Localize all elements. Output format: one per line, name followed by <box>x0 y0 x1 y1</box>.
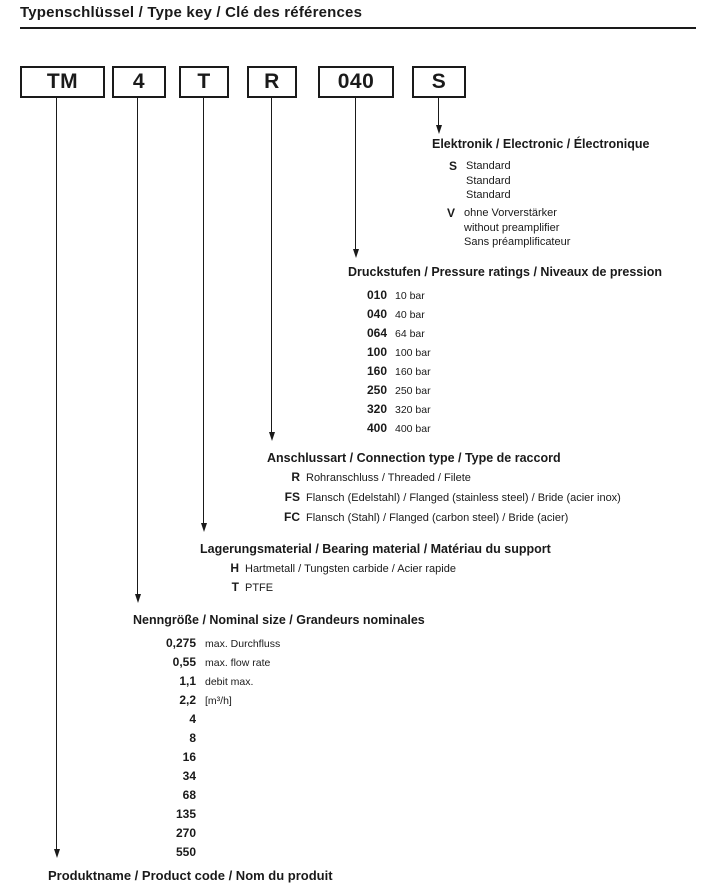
electronic-code: V <box>447 206 456 220</box>
pressure-row <box>360 326 431 345</box>
pressure-code: 100 <box>366 345 387 359</box>
nominal-size-row <box>158 655 280 674</box>
arrow-040-to-pressure-ratings-icon <box>355 98 356 249</box>
connection-desc: Flansch (Stahl) / Flanged (carbon steel) / Bride (acier) <box>306 512 569 524</box>
pressure-desc: 250 bar <box>395 385 431 397</box>
pressure-row <box>360 307 431 326</box>
product-name-heading: Produktname / Product code / Nom du produit <box>48 868 333 883</box>
electronic-option-v <box>447 206 570 250</box>
electronic-line: without preamplifier <box>464 221 560 234</box>
nominal-size-row <box>158 693 280 712</box>
pressure-code: 010 <box>366 288 387 302</box>
pressure-ratings-heading: Druckstufen / Pressure ratings / Niveaux de pression <box>348 265 663 279</box>
bearing-material-list <box>222 561 456 599</box>
nominal-size-row <box>158 769 280 788</box>
nominal-size-code: 0,55 <box>172 655 196 669</box>
bearing-material-heading: Lagerungsmaterial / Bearing material / Matériau du support <box>200 542 551 556</box>
connection-code: FC <box>284 510 300 524</box>
connection-code: FS <box>284 490 300 504</box>
nominal-size-row <box>158 788 280 807</box>
pressure-desc: 64 bar <box>395 328 425 340</box>
arrow-tm-to-product-name-icon <box>56 98 57 849</box>
connection-row <box>278 510 621 530</box>
code-box-s: S <box>412 66 466 98</box>
electronic-heading: Elektronik / Electronic / Électronique <box>432 137 650 151</box>
code-box-4: 4 <box>112 66 166 98</box>
bearing-row <box>222 561 456 580</box>
nominal-size-code: 16 <box>182 750 196 764</box>
arrow-s-to-electronic-icon <box>438 98 439 125</box>
pressure-ratings-list <box>360 288 431 440</box>
pressure-code: 250 <box>366 383 387 397</box>
code-box-040: 040 <box>318 66 394 98</box>
pressure-desc: 320 bar <box>395 404 431 416</box>
nominal-size-row <box>158 750 280 769</box>
pressure-desc: 40 bar <box>395 309 425 321</box>
nominal-size-row <box>158 636 280 655</box>
electronic-line: Standard <box>466 160 511 172</box>
connection-desc: Rohranschluss / Threaded / Filete <box>306 472 471 484</box>
arrow-4-to-nominal-size-icon <box>137 98 138 594</box>
connection-type-list <box>278 470 621 530</box>
nominal-size-row <box>158 845 280 864</box>
nominal-size-code: 68 <box>182 788 196 802</box>
nominal-size-code: 270 <box>175 826 196 840</box>
nominal-size-code: 2,2 <box>179 693 196 707</box>
nominal-size-list <box>158 636 280 864</box>
pressure-code: 400 <box>366 421 387 435</box>
electronic-line: Standard <box>466 174 511 187</box>
code-box-tm: TM <box>20 66 105 98</box>
nominal-size-heading: Nenngröße / Nominal size / Grandeurs nominales <box>133 613 425 627</box>
nominal-size-desc: max. flow rate <box>205 657 271 669</box>
nominal-size-code: 4 <box>189 712 196 726</box>
pressure-code: 160 <box>366 364 387 378</box>
nominal-size-code: 8 <box>189 731 196 745</box>
bearing-code: T <box>231 580 239 594</box>
electronic-line: ohne Vorverstärker <box>464 207 557 219</box>
arrow-t-to-bearing-material-icon <box>203 98 204 523</box>
pressure-desc: 400 bar <box>395 423 431 435</box>
nominal-size-desc: max. Durchfluss <box>205 638 281 650</box>
electronic-code: S <box>449 159 458 173</box>
pressure-row <box>360 383 431 402</box>
nominal-size-code: 0,275 <box>165 636 196 650</box>
bearing-code: H <box>230 561 239 575</box>
pressure-desc: 10 bar <box>395 290 425 302</box>
pressure-desc: 160 bar <box>395 366 431 378</box>
pressure-code: 064 <box>366 326 387 340</box>
nominal-size-code: 550 <box>175 845 196 859</box>
code-box-r: R <box>247 66 297 98</box>
pressure-code: 320 <box>366 402 387 416</box>
electronic-line: Standard <box>466 189 511 201</box>
electronic-option-s <box>449 159 511 203</box>
nominal-size-desc: debit max. <box>205 676 254 688</box>
electronic-line: Sans préamplificateur <box>464 236 571 248</box>
pressure-row <box>360 402 431 421</box>
pressure-row <box>360 421 431 440</box>
pressure-code: 040 <box>366 307 387 321</box>
nominal-size-code: 34 <box>182 769 196 783</box>
nominal-size-code: 135 <box>175 807 196 821</box>
pressure-row <box>360 364 431 383</box>
nominal-size-row <box>158 731 280 750</box>
code-box-t: T <box>179 66 229 98</box>
bearing-desc: Hartmetall / Tungsten carbide / Acier rapide <box>245 563 456 575</box>
nominal-size-row <box>158 826 280 845</box>
pressure-row <box>360 288 431 307</box>
connection-row <box>278 490 621 510</box>
nominal-size-row <box>158 712 280 731</box>
connection-row <box>278 470 621 490</box>
page-title: Typenschlüssel / Type key / Clé des références <box>20 4 363 21</box>
electronic-option-lines <box>466 159 511 203</box>
bearing-row <box>222 580 456 599</box>
title-rule <box>20 27 696 29</box>
connection-code: R <box>291 470 300 484</box>
electronic-option-lines <box>464 206 570 250</box>
bearing-desc: PTFE <box>245 582 274 594</box>
connection-type-heading: Anschlussart / Connection type / Type de raccord <box>267 451 561 465</box>
arrow-r-to-connection-type-icon <box>271 98 272 432</box>
nominal-size-code: 1,1 <box>179 674 196 688</box>
nominal-size-row <box>158 674 280 693</box>
nominal-size-desc: [m³/h] <box>205 695 232 707</box>
connection-desc: Flansch (Edelstahl) / Flanged (stainless steel) / Bride (acier inox) <box>306 492 621 504</box>
pressure-desc: 100 bar <box>395 347 431 359</box>
pressure-row <box>360 345 431 364</box>
nominal-size-row <box>158 807 280 826</box>
